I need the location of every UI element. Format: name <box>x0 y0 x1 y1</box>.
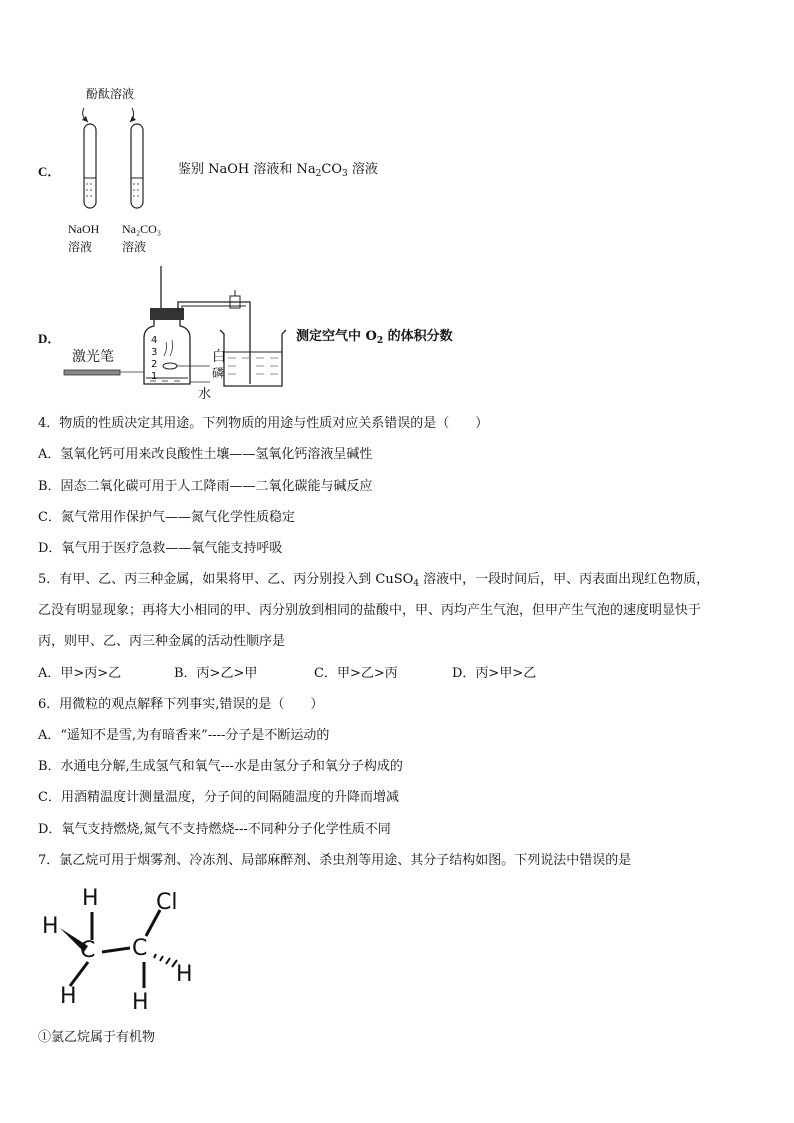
q7-stem: 7．氯乙烷可用于烟雾剂、冷冻剂、局部麻醉剂、杀虫剂等用途、其分子结构如图。下列说法中错误的是 <box>38 853 632 868</box>
scale-3: 3 <box>151 347 158 358</box>
atom-h-right: H <box>176 962 193 987</box>
q5-stem-line2: 乙没有明显现象；再将大小相同的甲、丙分别放到相同的盐酸中，甲、丙均产生气泡，但甲产生气泡的速度明显快于 <box>38 603 702 618</box>
laser-pen-label: 激光笔 <box>72 349 114 365</box>
q4-option-a: A．氢氧化钙可用来改良酸性土壤——氢氧化钙溶液呈碱性 <box>38 447 373 462</box>
atom-c-right: C <box>132 936 148 961</box>
q4-option-c: C．氮气常用作保护气——氮气化学性质稳定 <box>38 510 295 525</box>
atom-h-bottom: H <box>132 990 149 1015</box>
tube1-label-2: 溶液 <box>68 240 93 254</box>
q5-stem-line3: 丙，则甲、乙、丙三种金属的活动性顺序是 <box>38 634 286 649</box>
atom-h-top: H <box>82 886 99 911</box>
atom-h-left: H <box>42 914 59 939</box>
laser-pen <box>64 370 120 375</box>
test-tubes-figure <box>60 100 180 220</box>
q6-option-d: D．氧气支持燃烧,氮气不支持燃烧---不同种分子化学性质不同 <box>38 822 391 837</box>
option-c-desc: 鉴别 NaOH 溶液和 $Na_2CO_3$ 溶液 <box>178 162 378 179</box>
q4-option-d: D．氧气用于医疗急救——氧气能支持呼吸 <box>38 541 283 556</box>
q5-stem-line1: 5．有甲、乙、丙三种金属，如果将甲、乙、丙分别投入到 CuSO$_4$ 溶液中，一段时间后，甲、丙表面出现红色物质， <box>38 572 710 589</box>
q5-choice-b: B．丙>乙>甲 <box>174 666 258 681</box>
tube2-label-1: Na₂CO₃ <box>122 222 162 236</box>
q6-option-c: C．用酒精温度计测量温度，分子间的间隔随温度的升降而增减 <box>38 790 399 805</box>
q6-option-a: A．“遥知不是雪,为有暗香来”----分子是不断运动的 <box>38 728 330 743</box>
tube2-label-2: 溶液 <box>122 240 147 254</box>
q5-choices <box>38 664 536 684</box>
reagent-label: 酚酞溶液 <box>86 87 135 101</box>
water-label: 水 <box>198 387 212 402</box>
phosphorus-label-1: 白 <box>212 349 226 365</box>
option-d-desc: 测定空气中 $O_2$ 的体积分数 <box>296 329 453 346</box>
q6-stem: 6．用微粒的观点解释下列事实,错误的是（ ） <box>38 697 324 712</box>
q6-option-b: B．水通电分解,生成氢气和氧气---水是由氢分子和氧分子构成的 <box>38 759 403 774</box>
q5-choice-c: C．甲>乙>丙 <box>314 666 398 681</box>
atom-h-bottom-left: H <box>60 984 77 1009</box>
scale-2: 2 <box>151 359 158 370</box>
scale-4: 4 <box>151 335 158 346</box>
tube1-label-1: NaOH <box>68 222 100 236</box>
q7-statement-1: ①氯乙烷属于有机物 <box>38 1030 156 1045</box>
atom-cl: Cl <box>156 890 178 915</box>
q4-stem: 4．物质的性质决定其用途。下列物质的用途与性质对应关系错误的是（ ） <box>38 416 489 431</box>
scale-1: 1 <box>151 371 158 382</box>
q5-choice-a: A．甲>丙>乙 <box>38 666 122 681</box>
atom-c-left: C <box>80 938 96 963</box>
test-tube-na2co3 <box>131 124 143 208</box>
test-tube-naoh <box>84 124 96 208</box>
option-d-label: D． <box>38 331 61 346</box>
q5-choice-d: D．丙>甲>乙 <box>452 666 537 681</box>
phosphorus-label-2: 磷 <box>212 366 225 380</box>
q4-option-b: B．固态二氧化碳可用于人工降雨——二氧化碳能与碱反应 <box>38 479 373 494</box>
air-volume-apparatus <box>60 266 300 406</box>
option-c-label: C． <box>38 164 61 179</box>
